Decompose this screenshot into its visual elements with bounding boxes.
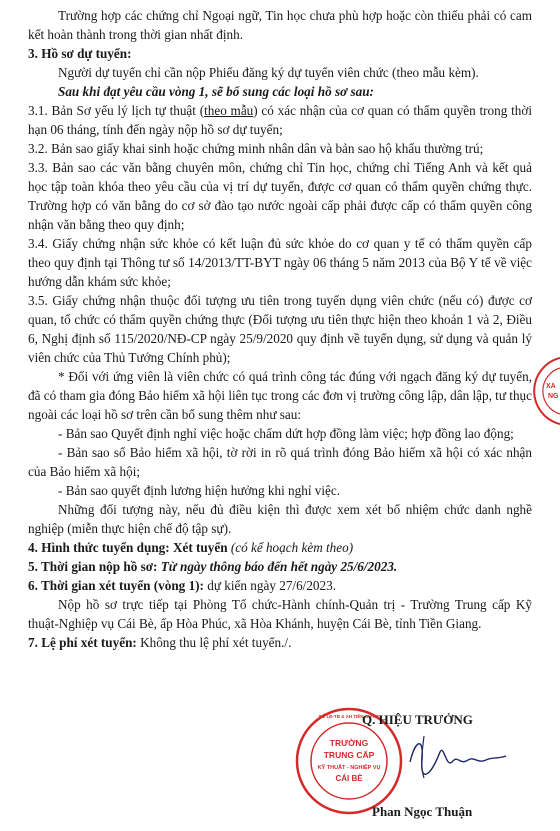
section-5: 5. Thời gian nộp hồ sơ: Từ ngày thông báo đến hết ngày 25/6/2023. bbox=[28, 559, 398, 574]
partial-seal-edge bbox=[532, 356, 560, 426]
section-7: 7. Lệ phí xét tuyển: Không thu lệ phí xét tuyển./. bbox=[28, 635, 292, 650]
section-3-title: 3. Hồ sơ dự tuyển: bbox=[28, 46, 132, 61]
note-appointment: Những đối tượng này, nếu đủ điều kiện thì được xem xét bổ nhiệm chức danh nghề nghiệp (miễn thực hiện chế độ tập sự). bbox=[28, 502, 532, 536]
item-3-5: 3.5. Giấy chứng nhận thuộc đối tượng ưu tiên trong tuyển dụng viên chức (nếu có) được cơ quan, tổ chức có thẩm quyền chứng thực (Đối tượng ưu tiên thực hiện theo khoản 1 và 2, Điều 6, Nghị định số 115/2020/NĐ-CP ngày 25/9/2020 quy định về tuyển dụng, sử dụng và quản lý viên chức của Thủ Tướng Chính phủ); bbox=[28, 293, 532, 365]
section-4: 4. Hình thức tuyển dụng: Xét tuyển (có kế hoạch kèm theo) bbox=[28, 540, 354, 555]
svg-text:XA: XA bbox=[546, 383, 556, 390]
svg-text:TRƯỜNG: TRƯỜNG bbox=[329, 738, 369, 748]
note-civil-servant: * Đối với ứng viên là viên chức có quá trình công tác đúng với ngạch đăng ký dự tuyển, đã có tham gia đóng Bảo hiểm xã hội liên tục trong các đơn vị trường công lập, dân lập, tư thục ngoài các loại hồ sơ trên cần bổ sung thêm như sau: bbox=[28, 369, 532, 422]
intro-continuation: Trường hợp các chứng chỉ Ngoại ngữ, Tin học chưa phù hợp hoặc còn thiếu phải có cam kết hoàn thành trong thời gian nhất định. bbox=[28, 8, 532, 42]
svg-text:NG: NG bbox=[548, 393, 559, 400]
note-dash-1: - Bản sao Quyết định nghỉ việc hoặc chấm dứt hợp đồng làm việc; hợp đồng lao động; bbox=[58, 426, 514, 441]
item-3-2: 3.2. Bản sao giấy khai sinh hoặc chứng minh nhân dân và bản sao hộ khẩu thường trú; bbox=[28, 141, 484, 156]
signer-name: Phan Ngọc Thuận bbox=[372, 804, 473, 819]
signature-block bbox=[290, 706, 530, 826]
svg-text:TRUNG CẤP: TRUNG CẤP bbox=[323, 750, 375, 760]
svg-text:KỸ THUẬT - NGHIỆP VỤ: KỸ THUẬT - NGHIỆP VỤ bbox=[317, 765, 381, 771]
handwritten-signature bbox=[400, 732, 510, 782]
item-3-4: 3.4. Giấy chứng nhận sức khỏe có kết luận đủ sức khỏe do cơ quan y tế có thẩm quyền cấp theo quy định tại Thông tư số 14/2013/TT-BYT ngày 06 tháng 5 năm 2013 của Bộ Y tế về việc hướng dẫn khám sức khỏe; bbox=[28, 236, 532, 289]
template-link: theo mẫu bbox=[204, 103, 254, 118]
section-6-paragraph: Nộp hồ sơ trực tiếp tại Phòng Tổ chức-Hành chính-Quản trị - Trường Trung cấp Kỹ thuật-Nghiệp vụ Cái Bè, ấp Hòa Phúc, xã Hòa Khánh, huyện Cái Bè, tỉnh Tiền Giang. bbox=[28, 597, 532, 631]
note-dash-2: - Bản sao sổ Bảo hiểm xã hội, tờ rời in rõ quá trình đóng Bảo hiểm xã hội có xác nhận của Bảo hiểm xã hội; bbox=[28, 445, 532, 479]
svg-text:SỞ LĐ-TB & XH TIỀN GIANG: SỞ LĐ-TB & XH TIỀN GIANG bbox=[318, 714, 380, 719]
signer-title: Q. HIỆU TRƯỞNG bbox=[362, 712, 473, 727]
document-page bbox=[28, 6, 532, 652]
section-3-paragraph-2: Sau khi đạt yêu cầu vòng 1, sẽ bổ sung các loại hồ sơ sau: bbox=[58, 84, 374, 99]
svg-text:CÁI BÈ: CÁI BÈ bbox=[335, 774, 363, 783]
item-3-3: 3.3. Bản sao các văn bằng chuyên môn, chứng chỉ Tin học, chứng chỉ Tiếng Anh và kết quả học tập toàn khóa theo yêu cầu của vị trí dự tuyển, được cơ quan có thẩm quyền chứng thực. Trường hợp có văn bằng do cơ sở đào tạo nước ngoài cấp phải được cấp có thẩm quyền công nhận văn bằng theo quy định; bbox=[28, 160, 532, 232]
section-6: 6. Thời gian xét tuyển (vòng 1): dự kiến ngày 27/6/2023. bbox=[28, 578, 337, 593]
item-3-1: 3.1. Bản Sơ yếu lý lịch tự thuật (theo mẫu) có xác nhận của cơ quan có thẩm quyền trong thời hạn 06 tháng, tính đến ngày nộp hồ sơ dự tuyển; bbox=[28, 103, 532, 137]
section-3-paragraph-1: Người dự tuyển chỉ cần nộp Phiếu đăng ký dự tuyển viên chức (theo mẫu kèm). bbox=[58, 65, 479, 80]
note-dash-3: - Bản sao quyết định lương hiện hưởng khi nghỉ việc. bbox=[58, 483, 341, 498]
